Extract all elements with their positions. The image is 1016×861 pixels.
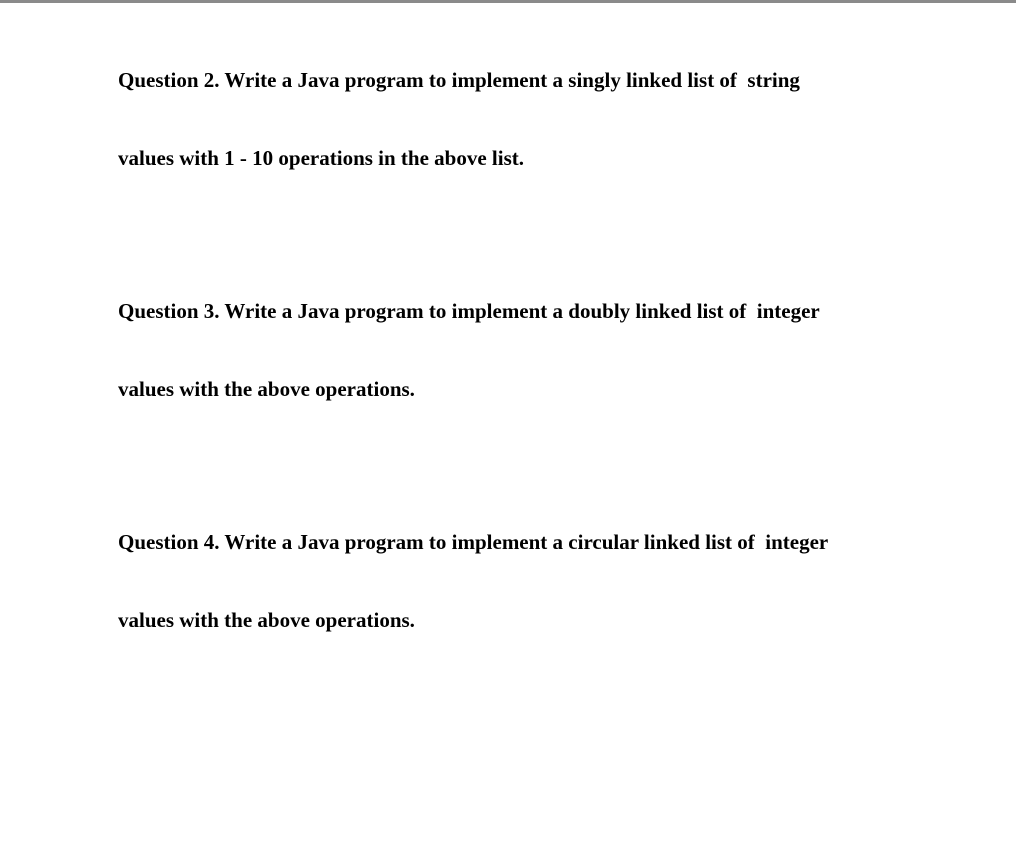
question-4-line-1: Question 4. Write a Java program to implement a circular linked list of integer [118, 530, 829, 554]
question-4-line-2: values with the above operations. [118, 608, 415, 632]
document-page [0, 3, 1016, 861]
question-3 [118, 246, 978, 454]
question-2-line-1: Question 2. Write a Java program to implement a singly linked list of string [118, 68, 800, 92]
question-4 [118, 477, 978, 685]
question-2-line-2: values with 1 - 10 operations in the above list. [118, 146, 525, 170]
question-3-line-2: values with the above operations. [118, 377, 415, 401]
page-content [118, 15, 978, 708]
question-2 [118, 15, 978, 223]
question-3-line-1: Question 3. Write a Java program to implement a doubly linked list of integer [118, 299, 820, 323]
